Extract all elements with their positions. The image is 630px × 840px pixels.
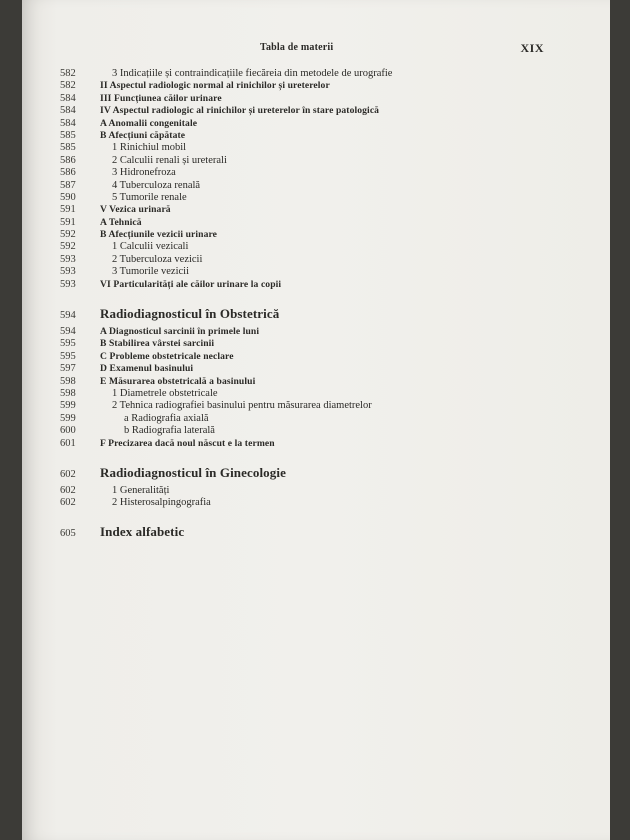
toc-page-number: 591 — [60, 216, 76, 228]
toc-section-index — [60, 524, 540, 544]
toc-heading — [60, 524, 540, 544]
toc-page-number: 592 — [60, 229, 76, 241]
toc-entry-text: 1 Diametrele obstetricale — [112, 387, 218, 399]
toc-entry — [60, 167, 540, 179]
toc-entry-text: b Radiografia laterală — [124, 425, 215, 437]
toc-entry — [60, 497, 540, 509]
toc-entry-text: C Probleme obstetricale neclare — [100, 350, 234, 362]
toc-entry — [60, 351, 540, 363]
toc-page-number: 602 — [60, 468, 76, 480]
toc-page-number: 592 — [60, 241, 76, 253]
toc-entry — [60, 118, 540, 130]
toc-entry-text: 2 Tuberculoza vezicii — [112, 253, 203, 265]
toc-page-number: 587 — [60, 179, 76, 191]
toc-entry-text: III Funcțiunea căilor urinare — [100, 92, 222, 104]
toc-entry — [60, 155, 540, 167]
toc-entry — [60, 413, 540, 425]
toc-entry — [60, 400, 540, 412]
running-title: Tabla de materii — [260, 42, 334, 53]
toc-entry-text: IV Aspectul radiologic al rinichilor și ureterelor în stare patologică — [100, 105, 380, 117]
toc-entry-text: 3 Hidronefroza — [112, 167, 176, 179]
toc-entry — [60, 279, 540, 291]
page-number: XIX — [520, 41, 544, 55]
toc-entry-text: II Aspectul radiologic normal al rinichilor și ureterelor — [100, 80, 330, 92]
toc-page-number: 594 — [60, 310, 76, 322]
toc-entry — [60, 180, 540, 192]
toc-entry-text: 2 Histerosalpingografia — [112, 497, 211, 509]
toc-entry — [60, 142, 540, 154]
toc-entry-text: F Precizarea dacă noul născut e la termen — [100, 437, 275, 449]
running-header — [22, 42, 610, 58]
toc-entry — [60, 425, 540, 437]
toc-page-number: 585 — [60, 142, 76, 154]
toc-entry-text: 5 Tumorile renale — [112, 191, 187, 203]
toc-entry — [60, 229, 540, 241]
toc-entry — [60, 388, 540, 400]
toc-page-number: 590 — [60, 191, 76, 203]
toc-section-urology — [60, 68, 540, 291]
toc-entry — [60, 105, 540, 117]
toc-heading — [60, 306, 540, 326]
toc-heading-text: Radiodiagnosticul în Ginecologie — [100, 464, 286, 480]
toc-entry-text: 1 Generalități — [112, 484, 170, 496]
toc-page-number: 600 — [60, 425, 76, 437]
toc-entry-text: E Măsurarea obstetricală a basinului — [100, 375, 256, 387]
toc-page-number: 582 — [60, 68, 76, 79]
toc-entry — [60, 192, 540, 204]
toc-page-number: 591 — [60, 204, 76, 216]
toc-page-number: 598 — [60, 387, 76, 399]
toc-page-number: 598 — [60, 375, 76, 387]
toc-page-number: 602 — [60, 497, 76, 509]
book-page — [22, 0, 610, 840]
toc-page-number: 597 — [60, 363, 76, 375]
toc-entry — [60, 68, 540, 80]
toc-entry — [60, 438, 540, 450]
toc-entry-text: 4 Tuberculoza renală — [112, 179, 201, 191]
table-of-contents — [60, 68, 540, 544]
toc-page-number: 602 — [60, 484, 76, 496]
toc-page-number: 584 — [60, 92, 76, 104]
toc-entry-text: a Radiografia axială — [124, 412, 209, 424]
toc-entry-text: V Vezica urinară — [100, 204, 171, 216]
toc-page-number: 586 — [60, 154, 76, 166]
toc-entry-text: B Afecțiuni căpătate — [100, 129, 186, 141]
toc-entry-text: D Examenul basinului — [100, 363, 194, 375]
toc-entry — [60, 93, 540, 105]
toc-page-number: 595 — [60, 338, 76, 350]
toc-entry-text: 3 Indicațiile și contraindicațiile fiecăreia din metodele de urografie — [112, 68, 393, 79]
toc-page-number: 594 — [60, 326, 76, 338]
toc-heading — [60, 465, 540, 485]
toc-section-obstetrics — [60, 306, 540, 450]
toc-entry-text: B Afecțiunile vezicii urinare — [100, 229, 218, 241]
toc-entry — [60, 338, 540, 350]
toc-entry — [60, 485, 540, 497]
toc-entry-text: 1 Rinichiul mobil — [112, 142, 187, 154]
toc-page-number: 593 — [60, 278, 76, 290]
toc-entry — [60, 254, 540, 266]
toc-heading-text: Index alfabetic — [100, 523, 185, 539]
toc-entry — [60, 266, 540, 278]
toc-entry — [60, 376, 540, 388]
toc-page-number: 584 — [60, 117, 76, 129]
toc-page-number: 601 — [60, 437, 76, 449]
toc-page-number: 595 — [60, 350, 76, 362]
toc-page-number: 605 — [60, 527, 76, 539]
toc-page-number: 593 — [60, 266, 76, 278]
toc-section-gynecology — [60, 465, 540, 510]
toc-entry-text: A Anomalii congenitale — [100, 117, 198, 129]
toc-heading-text: Radiodiagnosticul în Obstetrică — [100, 306, 280, 322]
toc-entry-text: 2 Tehnica radiografiei basinului pentru măsurarea diametrelor — [112, 400, 372, 412]
toc-page-number: 585 — [60, 129, 76, 141]
toc-entry-text: B Stabilirea vârstei sarcinii — [100, 338, 215, 350]
toc-entry — [60, 326, 540, 338]
toc-page-number: 586 — [60, 167, 76, 179]
toc-entry — [60, 217, 540, 229]
toc-entry — [60, 80, 540, 92]
toc-entry-text: 3 Tumorile vezicii — [112, 266, 189, 278]
toc-entry-text: VI Particularități ale căilor urinare la copii — [100, 278, 282, 290]
toc-entry — [60, 241, 540, 253]
toc-entry-text: 2 Calculii renali și ureterali — [112, 154, 227, 166]
toc-page-number: 584 — [60, 105, 76, 117]
toc-entry — [60, 363, 540, 375]
toc-page-number: 593 — [60, 253, 76, 265]
toc-entry-text: A Diagnosticul sarcinii în primele luni — [100, 326, 260, 338]
toc-page-number: 582 — [60, 80, 76, 92]
toc-entry — [60, 204, 540, 216]
toc-page-number: 599 — [60, 400, 76, 412]
toc-page-number: 599 — [60, 412, 76, 424]
toc-entry-text: 1 Calculii vezicali — [112, 241, 189, 253]
toc-entry-text: A Tehnică — [100, 216, 142, 228]
toc-entry — [60, 130, 540, 142]
